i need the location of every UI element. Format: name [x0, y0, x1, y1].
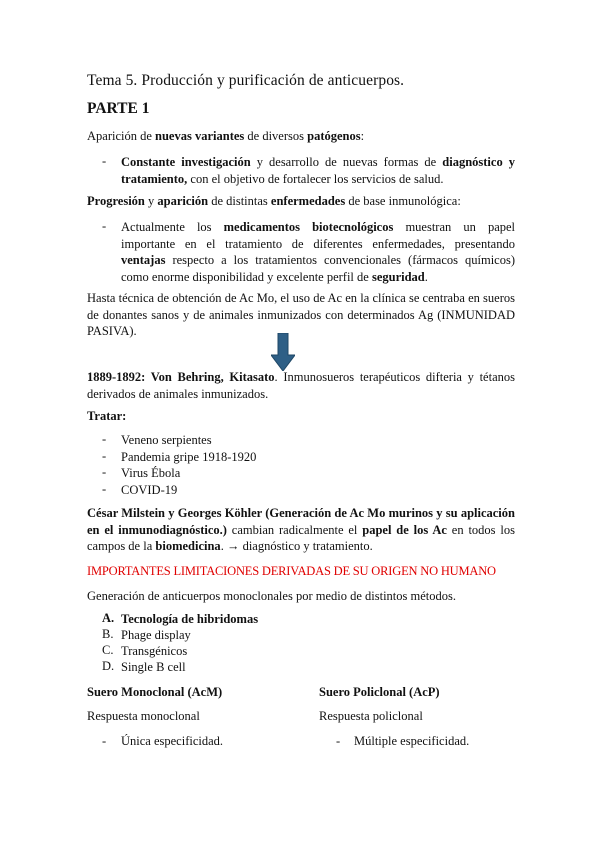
list-item-text: Veneno serpientes: [121, 433, 212, 447]
list-item: [0, 432, 600, 449]
document-title: Tema 5. Producción y purificación de anticuerpos.: [87, 72, 405, 89]
list-item-text: Tecnología de hibridomas: [121, 612, 259, 626]
text-run: de base inmunológica:: [345, 194, 461, 208]
bold-run: nuevas variantes: [155, 129, 245, 143]
poli-item: Múltiple especificidad.: [354, 734, 470, 748]
poli-heading: Suero Policlonal (AcP): [319, 685, 440, 699]
list-item-text: Transgénicos: [121, 644, 188, 658]
list-dash: -: [102, 734, 107, 748]
list-letter: D.: [102, 659, 115, 673]
text-run: Actualmente los: [121, 220, 224, 234]
text-run: con el objetivo de fortalecer los servicios de salud.: [187, 171, 444, 186]
text-run: . Inmunosueros terapéuticos difteria y tétanos derivados de animales inmunizados.: [87, 370, 515, 401]
milstein-paragraph: [87, 505, 515, 555]
text-run: de diversos: [244, 129, 308, 143]
text-run: :: [360, 129, 365, 143]
text-run: cambian radicalmente el: [226, 522, 363, 537]
treat-heading: Tratar:: [87, 409, 127, 423]
list-dash: -: [102, 219, 107, 233]
bold-run: medicamentos biotecnológicos: [223, 220, 394, 234]
poli-response: Respuesta policlonal: [319, 709, 423, 723]
treat-list: [0, 432, 600, 498]
text-run: y: [144, 194, 158, 208]
bold-run: seguridad: [371, 269, 425, 284]
list-item-text: Phage display: [121, 628, 191, 642]
text-run: en todos los campos de la: [87, 522, 515, 553]
list-item-text: [121, 219, 515, 285]
list-dash: -: [102, 481, 107, 496]
mono-item: Única especificidad.: [121, 734, 224, 748]
list-item-text: Virus Ébola: [121, 466, 181, 480]
list-letter: B.: [102, 627, 114, 641]
list-item: [0, 643, 600, 659]
list-letter: C.: [102, 643, 114, 657]
text-run: Aparición de: [87, 129, 156, 143]
bold-run: 1889-1892: Von Behring, Kitasato: [87, 370, 275, 384]
limitations-heading: IMPORTANTES LIMITACIONES DERIVADAS DE SU ORIGEN NO HUMANO: [87, 564, 496, 578]
list-dash: -: [102, 432, 107, 446]
bold-run: Progresión: [87, 194, 145, 208]
list-item-text: [121, 154, 515, 187]
list-item: [0, 611, 600, 627]
behring-paragraph: [87, 369, 515, 402]
generation-paragraph: Generación de anticuerpos monoclonales por medio de distintos métodos.: [87, 589, 457, 603]
list-item: [0, 482, 600, 499]
list-dash: -: [336, 734, 341, 748]
text-run: respecto a los tratamientos convencionales (fármacos químicos) como enorme disponibilidad y excelente perfil de: [121, 253, 515, 284]
list-dash: -: [102, 154, 107, 168]
text-run: y desarrollo de nuevas formas de: [250, 155, 443, 169]
list-item: [0, 449, 600, 466]
down-arrow-shape: [271, 333, 295, 371]
bold-run: César Milstein y Georges Köhler (Generación de Ac Mo murinos y su aplicación en el inmunodiagnóstico.): [87, 506, 515, 537]
bold-run: biomedicina: [155, 539, 221, 553]
mono-heading: Suero Monoclonal (AcM): [87, 685, 223, 699]
text-run: muestran un papel importante en el tratamiento de diferentes enfermedades, presentando: [121, 220, 516, 251]
bold-run: Constante investigación: [121, 155, 251, 169]
text-run: de distintas: [208, 194, 271, 208]
list-letter: A.: [102, 611, 115, 625]
list-item-text: Pandemia gripe 1918-1920: [121, 449, 257, 464]
bold-run: aparición: [157, 194, 209, 208]
bold-run: papel de los Ac: [362, 522, 447, 537]
list-item: [0, 465, 600, 482]
methods-list: [0, 611, 600, 675]
mono-response: Respuesta monoclonal: [87, 709, 200, 723]
list-item: [0, 659, 600, 675]
text-run: . → diagnóstico y tratamiento.: [220, 539, 373, 553]
list-dash: -: [102, 448, 107, 463]
bold-run: patógenos: [307, 129, 361, 143]
history-paragraph: Hasta técnica de obtención de Ac Mo, el uso de Ac en la clínica se centraba en sueros de donantes sanos y de animales inmunizados con determinados Ag (INMUNIDAD PASIVA).: [87, 291, 515, 338]
list-item-text: Single B cell: [121, 660, 186, 674]
bold-run: diagnóstico y tratamiento,: [121, 155, 515, 186]
intro-paragraph-2: [87, 193, 515, 210]
list-item: [0, 627, 600, 643]
text-run: .: [424, 269, 428, 284]
list-dash: -: [102, 465, 107, 479]
list-item-text: COVID-19: [121, 482, 178, 497]
part-heading: PARTE 1: [87, 100, 150, 117]
bold-run: ventajas: [121, 253, 166, 267]
bold-run: enfermedades: [270, 194, 346, 208]
intro-paragraph-1: [87, 128, 515, 145]
